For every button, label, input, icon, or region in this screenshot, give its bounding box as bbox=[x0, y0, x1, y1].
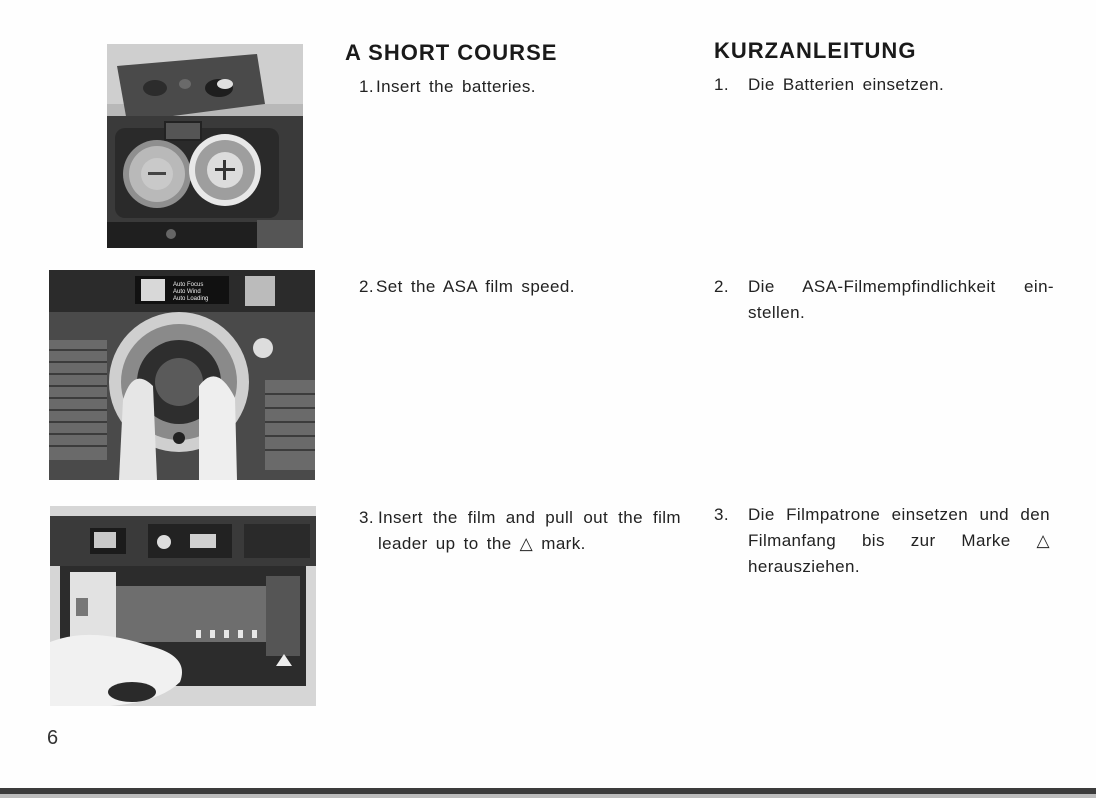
heading-kurzanleitung: KURZANLEITUNG bbox=[714, 38, 917, 63]
step-text: Die Filmpatrone einsetzen und den Filmanfang bis zur Marke △ herausziehen. bbox=[748, 505, 1050, 576]
step-de-2 bbox=[714, 274, 1054, 326]
step-number: 3. bbox=[359, 508, 374, 527]
step-text: Insert the batteries. bbox=[376, 77, 536, 96]
step-text: Set the ASA film speed. bbox=[376, 277, 575, 296]
step-text: Die Batterien einsetzen. bbox=[748, 75, 945, 94]
film-loading-photo bbox=[50, 506, 316, 706]
heading-short-course: A SHORT COURSE bbox=[345, 40, 558, 65]
step-de-1 bbox=[714, 72, 1054, 98]
page-number: 6 bbox=[47, 727, 59, 749]
film-loading-illustration bbox=[50, 506, 316, 706]
asa-dial-illustration bbox=[49, 270, 315, 480]
step-de-3 bbox=[714, 502, 1050, 580]
bottom-rule-shadow bbox=[0, 794, 1096, 798]
step-number: 2. bbox=[359, 277, 374, 296]
camera-logo-line-1: Auto Focus bbox=[173, 282, 204, 288]
step-number: 1. bbox=[359, 77, 374, 96]
step-en-2 bbox=[359, 274, 689, 300]
step-en-3 bbox=[359, 505, 681, 557]
battery-compartment-photo bbox=[107, 44, 303, 248]
step-text: Die ASA-Filmempfindlichkeit ein-stellen. bbox=[748, 277, 1054, 322]
camera-logo-line-2: Auto Wind bbox=[173, 289, 201, 295]
step-number: 3. bbox=[714, 505, 729, 524]
step-en-1 bbox=[359, 74, 689, 100]
step-number: 2. bbox=[714, 277, 729, 296]
camera-logo-line-3: Auto Loading bbox=[173, 296, 209, 302]
asa-dial-photo bbox=[49, 270, 315, 480]
battery-compartment-illustration bbox=[107, 44, 303, 248]
step-number: 1. bbox=[714, 75, 729, 94]
step-text: Insert the film and pull out the film leader up to the △ mark. bbox=[378, 508, 681, 553]
